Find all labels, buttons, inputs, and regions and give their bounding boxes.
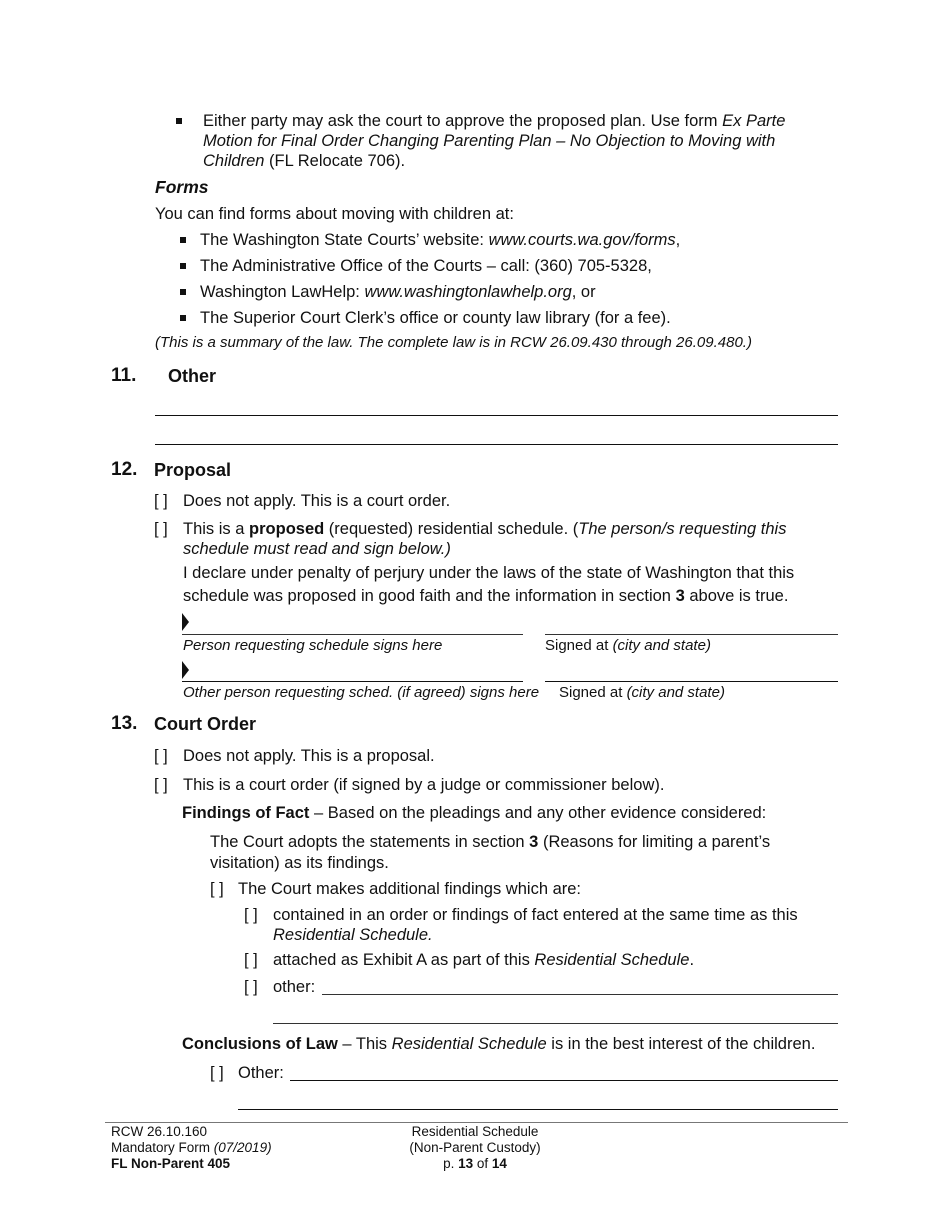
signature-arrow-icon — [182, 661, 189, 679]
findings-of-fact: Findings of Fact – Based on the pleadings and any other evidence considered: — [182, 804, 767, 822]
forms-heading: Forms — [155, 177, 209, 197]
checkbox-proposed-schedule[interactable]: [ ] — [154, 520, 168, 538]
section-13-number: 13. — [111, 713, 138, 734]
checkbox-exhibit-a[interactable]: [ ] — [244, 951, 258, 969]
footer-center — [375, 1124, 575, 1172]
exhibit-a-label: attached as Exhibit A as part of this Residential Schedule. — [273, 951, 695, 969]
footer-mandatory-form: Mandatory Form (07/2019) — [111, 1140, 272, 1155]
conclusions-other-line-2[interactable] — [238, 1109, 838, 1110]
other-input-line-2[interactable] — [155, 444, 838, 445]
forms-intro: You can find forms about moving with children at: — [155, 205, 514, 223]
checkbox-findings-other[interactable]: [ ] — [244, 978, 258, 996]
signed-at-1-label: Signed at (city and state) — [545, 637, 711, 654]
declaration-line2: schedule was proposed in good faith and the information in section 3 above is true. — [183, 587, 789, 605]
other-input-line-1[interactable] — [155, 415, 838, 416]
additional-findings-label: The Court makes additional findings which are: — [238, 880, 582, 898]
checkbox-additional-findings[interactable]: [ ] — [210, 880, 224, 898]
bullet-parties-line2: Motion for Final Order Changing Parenting Plan – No Objection to Moving with — [203, 132, 776, 150]
adopts-statement-line2: visitation) as its findings. — [210, 854, 389, 872]
declaration-line1: I declare under penalty of perjury under the laws of the state of Washington that this — [183, 564, 795, 582]
bullet-marker — [180, 289, 186, 295]
checkbox-proposal-not-apply[interactable]: [ ] — [154, 492, 168, 510]
findings-other-line-2[interactable] — [273, 1023, 838, 1024]
checkbox-order-not-apply[interactable]: [ ] — [154, 747, 168, 765]
order-not-apply-label: Does not apply. This is a proposal. — [183, 747, 435, 765]
bullet-parties-line3: Children (FL Relocate 706). — [203, 152, 406, 170]
findings-other-label: other: — [273, 978, 316, 996]
signature-2-label: Other person requesting sched. (if agreed) signs here — [183, 684, 540, 701]
checkbox-contained-in-order[interactable]: [ ] — [244, 906, 258, 924]
checkbox-conclusions-other[interactable]: [ ] — [210, 1064, 224, 1082]
bullet-marker — [180, 315, 186, 321]
bullet-parties-line1: Either party may ask the court to approve the proposed plan. Use form Ex Parte — [203, 112, 786, 130]
section-13-title: Court Order — [154, 714, 257, 734]
bullet-marker — [180, 237, 186, 243]
section-12-title: Proposal — [154, 460, 232, 480]
signature-1-label: Person requesting schedule signs here — [183, 637, 443, 654]
signed-at-2-label: Signed at (city and state) — [559, 684, 725, 701]
contained-in-order-label-cont: Residential Schedule. — [273, 926, 433, 944]
footer-left — [111, 1124, 272, 1172]
footer-form-id: FL Non-Parent 405 — [111, 1156, 231, 1171]
proposed-schedule-label: This is a proposed (requested) residential schedule. (The person/s requesting this — [183, 520, 787, 538]
law-summary: (This is a summary of the law. The complete law is in RCW 26.09.430 through 26.09.480.) — [155, 334, 752, 351]
forms-item-clerk: The Superior Court Clerk’s office or county law library (for a fee). — [200, 309, 671, 327]
signature-line-1[interactable] — [182, 634, 523, 635]
contained-in-order-label: contained in an order or findings of fact entered at the same time as this — [273, 906, 798, 924]
section-12-number: 12. — [111, 459, 138, 480]
bullet-marker — [180, 263, 186, 269]
adopts-statement-line1: The Court adopts the statements in section 3 (Reasons for limiting a parent’s — [210, 833, 771, 851]
footer-title: Residential Schedule — [411, 1124, 539, 1139]
footer-subtitle: (Non-Parent Custody) — [409, 1140, 541, 1155]
findings-other-line-1[interactable] — [322, 994, 838, 995]
conclusions-other-line-1[interactable] — [290, 1080, 838, 1081]
signed-at-line-2[interactable] — [545, 681, 838, 682]
footer-rcw: RCW 26.10.160 — [111, 1124, 208, 1139]
forms-item-website: The Washington State Courts’ website: www.courts.wa.gov/forms, — [200, 231, 681, 249]
court-order-label: This is a court order (if signed by a judge or commissioner below). — [183, 776, 665, 794]
footer-divider — [105, 1122, 848, 1123]
forms-item-aoc: The Administrative Office of the Courts – call: (360) 705-5328, — [200, 257, 652, 275]
forms-item-lawhelp: Washington LawHelp: www.washingtonlawhelp.org, or — [200, 283, 596, 301]
proposed-schedule-label-cont: schedule must read and sign below.) — [183, 540, 451, 558]
signature-line-2[interactable] — [182, 681, 523, 682]
conclusions-other-label: Other: — [238, 1064, 284, 1082]
conclusions-of-law: Conclusions of Law – This Residential Schedule is in the best interest of the children. — [182, 1035, 816, 1053]
checkbox-court-order[interactable]: [ ] — [154, 776, 168, 794]
proposal-not-apply-label: Does not apply. This is a court order. — [183, 492, 451, 510]
signed-at-line-1[interactable] — [545, 634, 838, 635]
signature-arrow-icon — [182, 613, 189, 631]
footer-page-number: p. 13 of 14 — [443, 1156, 507, 1171]
section-11-number: 11. — [111, 365, 137, 386]
section-11-title: Other — [168, 366, 217, 386]
bullet-marker — [176, 118, 182, 124]
